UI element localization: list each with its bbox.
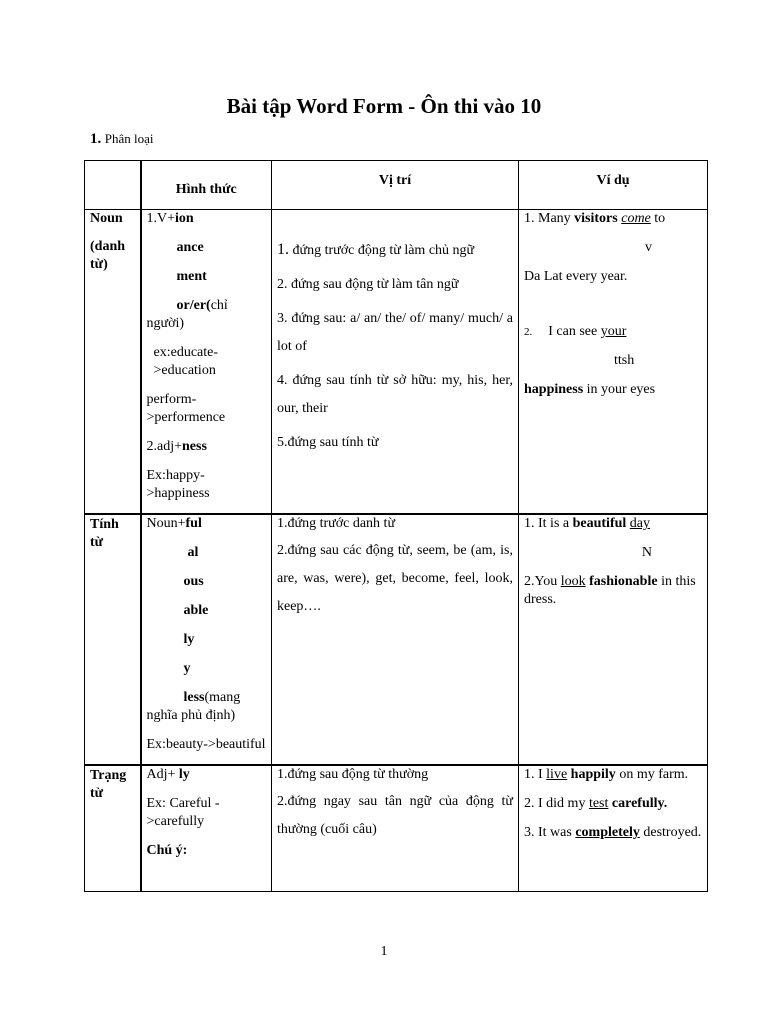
adverb-note: Chú ý:: [146, 843, 188, 858]
noun-label-sub: (danh từ): [90, 239, 126, 272]
noun-ex1-line2: Da Lat every year.: [524, 269, 628, 284]
adjective-examples-cell: [519, 514, 708, 765]
adverb-example-sentence-1: [524, 766, 702, 784]
adv-ex1-underlined: live: [546, 767, 568, 782]
noun-ex1-bold: visitors: [574, 211, 618, 226]
adjective-suffix-ly: ly: [183, 632, 195, 647]
noun-suffix-ance: ance: [176, 240, 204, 255]
noun-form-1-suffix: ion: [175, 211, 194, 226]
adverb-form-prefix: Adj+: [146, 767, 179, 782]
header-example: [519, 161, 708, 210]
adv-ex3-rest: destroyed.: [639, 825, 702, 840]
adjective-form-prefix: Noun+: [146, 516, 186, 531]
adjective-suffix-y: y: [183, 661, 191, 676]
header-position-text: Vị trí: [378, 173, 412, 188]
noun-ex2-text: I can see: [548, 324, 601, 339]
noun-example-sentence-1: [524, 210, 702, 228]
adverb-position-1: 1.đứng sau động từ thường: [277, 767, 429, 782]
noun-example-3: Ex:happy->happiness: [146, 468, 210, 501]
document-title: Bài tập Word Form - Ôn thi vào 10: [226, 94, 542, 118]
adj-ex2-underlined: look: [560, 574, 586, 589]
adjective-example: Ex:beauty->beautiful: [146, 737, 266, 752]
noun-example-1: ex:educate->education: [153, 345, 219, 378]
adjective-suffix-al: al: [187, 545, 199, 560]
noun-form-2-prefix: 2.adj+: [146, 439, 182, 454]
noun-ex1-mark: v: [645, 240, 652, 255]
noun-position-3: 3. đứng sau: a/ an/ the/ of/ many/ much/ a lot of: [277, 311, 513, 354]
adjective-form: [147, 515, 267, 533]
section-heading: [90, 131, 154, 148]
adverb-example: Ex: Careful ->carefully: [146, 796, 220, 829]
adv-ex1-bold: happily: [570, 767, 616, 782]
noun-suffix-or-er-text: or/er(: [176, 298, 211, 313]
adv-ex3-bold: completely: [575, 825, 640, 840]
adv-ex2-prefix: 2. I did my: [524, 796, 589, 811]
adjective-position-2: 2.đứng sau các động từ, seem, be (am, is, are, was, were), get, become, feel, look, keep….: [277, 543, 513, 614]
adjective-position-1: 1.đứng trước danh từ: [277, 516, 396, 531]
noun-ex1-prefix: 1. Many: [524, 211, 575, 226]
adverb-example-sentence-3: [524, 824, 702, 842]
adverb-forms-cell: [141, 765, 272, 892]
adverb-positions-cell: [272, 765, 519, 892]
adjective-suffix-less-note: (mang nghĩa phủ định): [146, 690, 241, 723]
header-form: [141, 161, 272, 210]
adverb-form-suffix: ly: [178, 767, 190, 782]
header-example-text: Ví dụ: [596, 173, 630, 188]
adjective-forms-cell: [141, 514, 272, 765]
adverb-example-sentence-2: [524, 795, 702, 813]
page-number: 1: [380, 944, 388, 959]
adverb-examples-cell: [519, 765, 708, 892]
noun-form-2: [147, 438, 267, 456]
noun-ex2-mark: ttsh: [614, 353, 635, 368]
noun-position-1: [277, 236, 513, 265]
header-empty-cell: [85, 161, 141, 210]
noun-ex2-bold: happiness: [524, 382, 584, 397]
noun-position-1-text: đứng trước động từ làm chủ ngữ: [292, 243, 475, 258]
adjective-positions-cell: [272, 514, 519, 765]
adv-ex2-bold: carefully.: [611, 796, 668, 811]
adjective-example-sentence-2: [524, 573, 702, 609]
table-row-noun: [85, 210, 708, 515]
adverb-label: Trạng từ: [90, 768, 127, 801]
adjective-suffix-able: able: [183, 603, 209, 618]
adverb-form: [147, 766, 267, 784]
adj-ex2-prefix: 2.You: [524, 574, 561, 589]
adv-ex1-rest: on my farm.: [615, 767, 689, 782]
noun-position-1-number: 1.: [277, 241, 289, 258]
noun-examples-cell: [519, 210, 708, 515]
noun-example-sentence-2: [524, 323, 702, 341]
adj-ex1-bold: beautiful: [572, 516, 627, 531]
noun-ex2-number: 2.: [524, 326, 533, 338]
table-row-adjective: [85, 514, 708, 765]
noun-ex1-rest: to: [650, 211, 666, 226]
adj-ex2-bold: fashionable: [589, 574, 658, 589]
adjective-suffix-ful: ful: [185, 516, 202, 531]
noun-example-2: perform->performence: [146, 392, 226, 425]
noun-label: Noun: [90, 211, 123, 226]
noun-suffix-or-er: [147, 297, 267, 333]
word-form-table: [84, 160, 708, 892]
row-label-adverb: [85, 765, 141, 892]
noun-suffix-ment: ment: [176, 269, 207, 284]
section-number: 1.: [90, 131, 102, 147]
noun-position-4: 4. đứng sau tính từ sở hữu: my, his, her, our, their: [277, 373, 513, 416]
adj-ex1-prefix: 1. It is a: [524, 516, 573, 531]
noun-positions-cell: [272, 210, 519, 515]
noun-form-2-suffix: ness: [182, 439, 207, 454]
noun-ex1-verb: come: [621, 211, 651, 226]
noun-form-1-prefix: 1.V+: [146, 211, 176, 226]
noun-ex2-line2: [524, 381, 702, 399]
adv-ex2-underlined: test: [588, 796, 609, 811]
adjective-example-sentence-1: [524, 515, 702, 533]
adverb-position-2: 2.đứng ngay sau tân ngữ của động từ thường (cuối câu): [277, 794, 513, 837]
table-row-adverb: [85, 765, 708, 892]
row-label-adjective: [85, 514, 141, 765]
noun-form-1: [147, 210, 267, 228]
header-position: [272, 161, 519, 210]
adv-ex1-prefix: 1. I: [524, 767, 547, 782]
adjective-label: Tính từ: [90, 517, 119, 550]
adjective-suffix-less: [147, 689, 267, 725]
adj-ex2-rest: in this dress.: [524, 574, 696, 607]
noun-forms-cell: [141, 210, 272, 515]
noun-ex2-rest: in your eyes: [583, 382, 656, 397]
adj-ex1-mark: N: [641, 545, 652, 560]
header-form-text: Hình thức: [175, 182, 237, 197]
noun-suffix-or-er-note: chỉ người): [146, 298, 228, 331]
adv-ex3-prefix: 3. It was: [524, 825, 576, 840]
noun-position-5: 5.đứng sau tính từ: [277, 435, 379, 450]
noun-position-2: 2. đứng sau động từ làm tân ngữ: [277, 277, 459, 292]
adjective-suffix-less-text: less: [183, 690, 205, 705]
adj-ex1-underlined: day: [629, 516, 651, 531]
row-label-noun: [85, 210, 141, 515]
table-header-row: [85, 161, 708, 210]
adjective-suffix-ous: ous: [183, 574, 204, 589]
section-label: Phân loại: [104, 131, 154, 146]
noun-ex2-underlined: your: [600, 324, 627, 339]
